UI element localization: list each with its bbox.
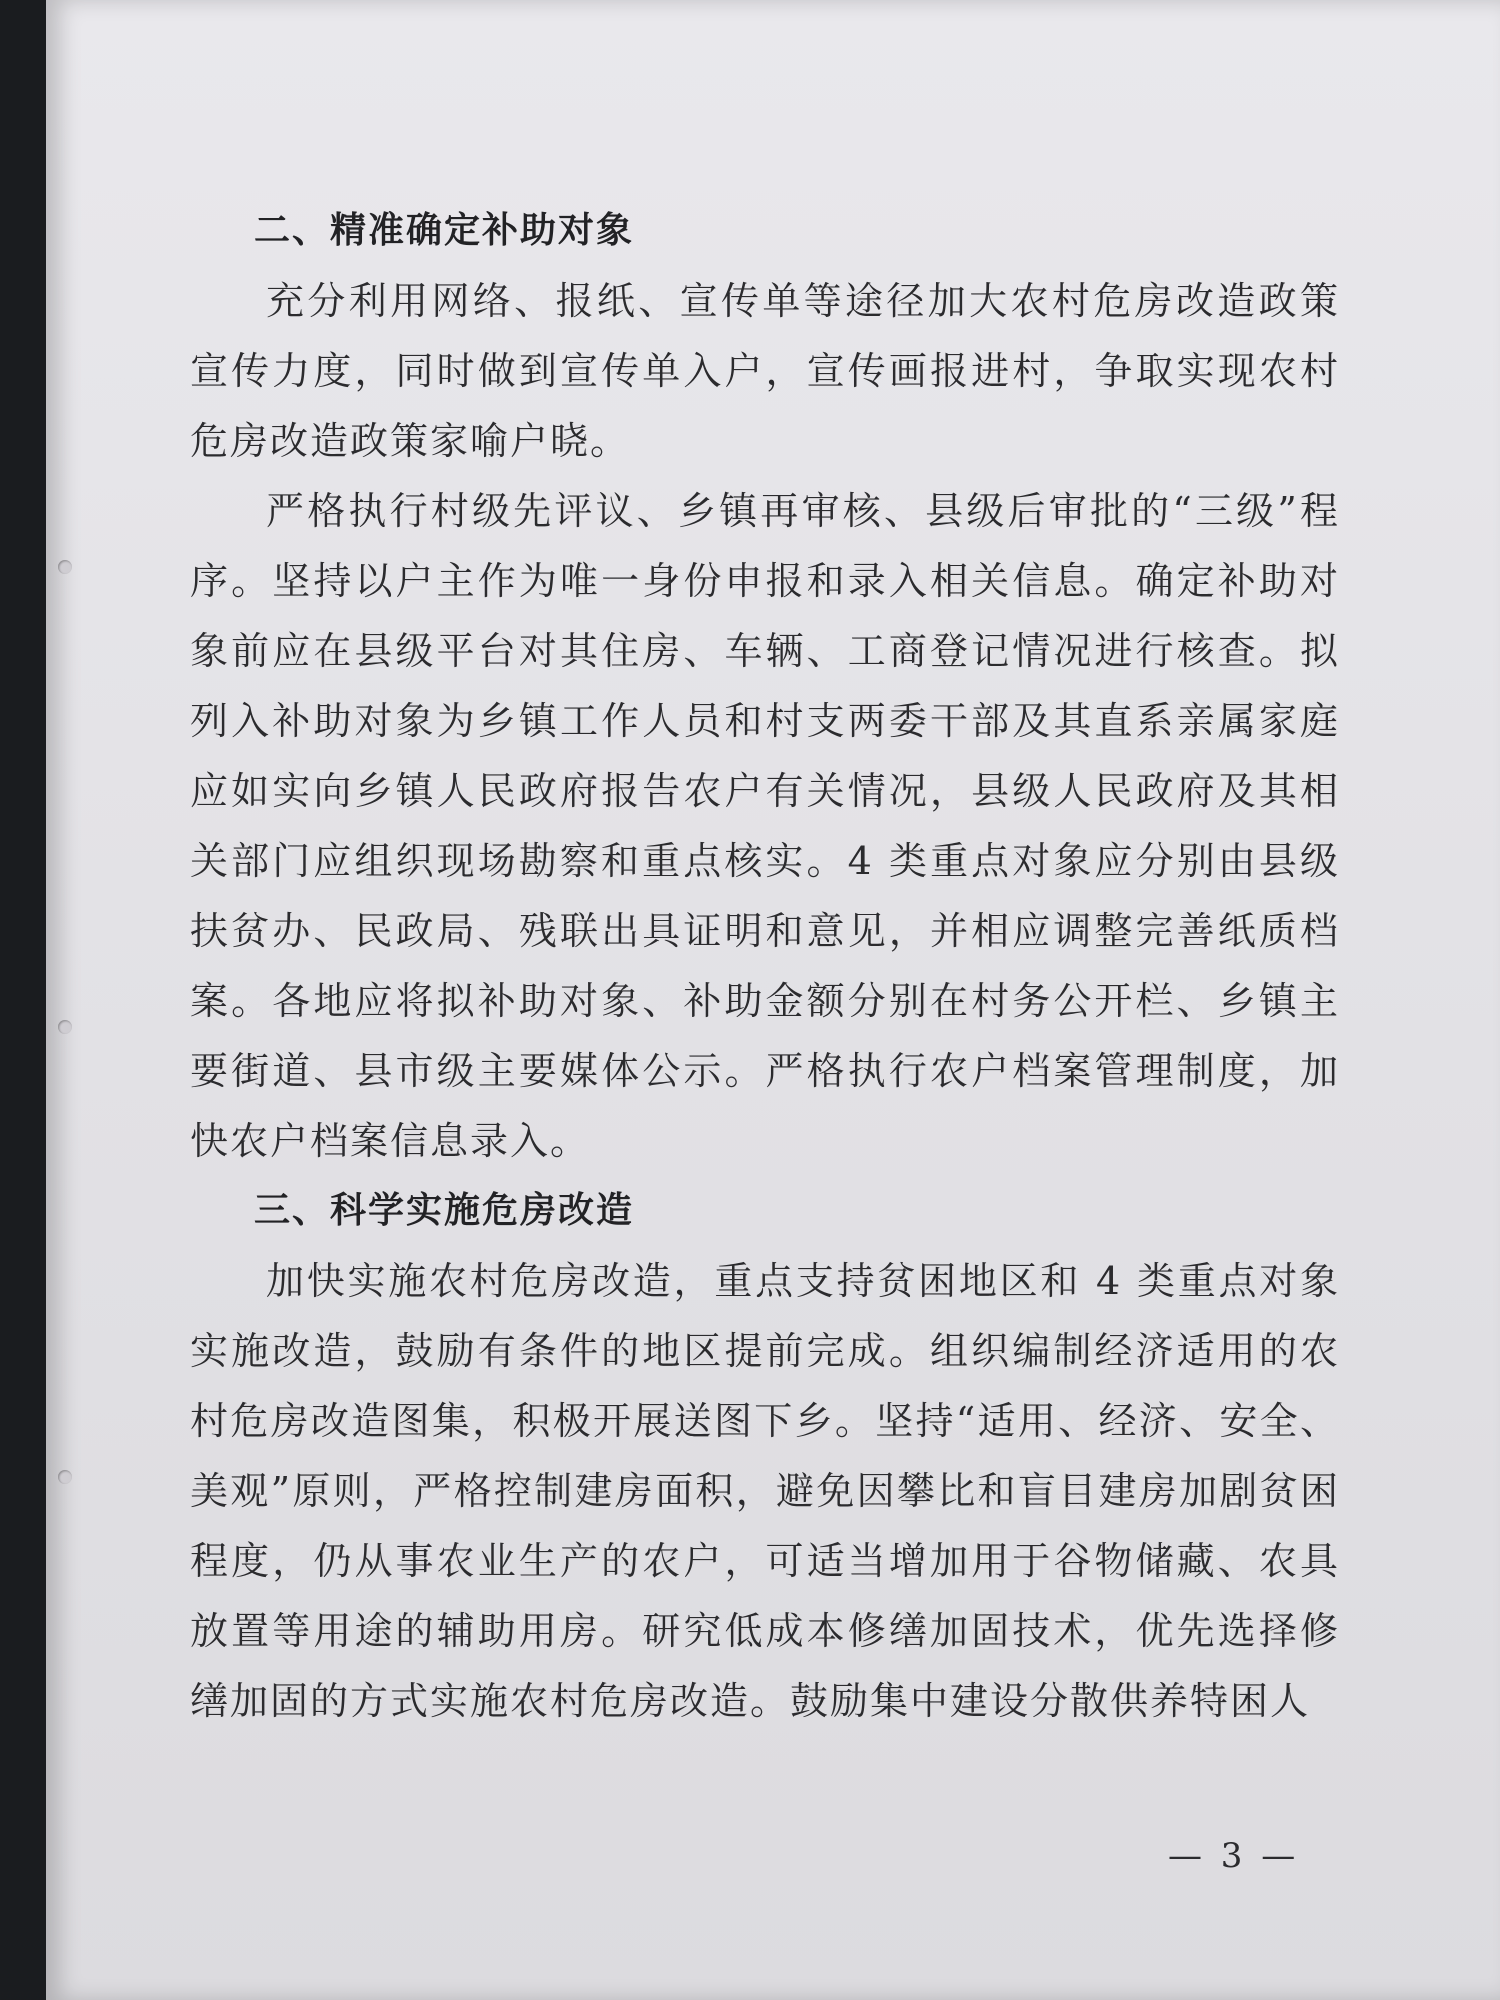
section-heading: 三、科学实施危房改造 [254,1190,635,1231]
page-number: — 3 — [1168,1836,1300,1876]
binding-hole [58,1470,72,1484]
section-3 [190,1176,1340,1736]
binding-hole [58,560,72,574]
paragraph: 严格执行村级先评议、乡镇再审核、县级后审批的“三级”程序。坚持以户主作为唯一身份申报和录入相关信息。确定补助对象前应在县级平台对其住房、车辆、工商登记情况进行核查。拟列入补助对象为乡镇工作人员和村支两委干部及其直系亲属家庭应如实向乡镇人民政府报告农户有关情况，县级人民政府及其相关部门应组织现场勘察和重点核实。4 类重点对象应分别由县级扶贫办、民政局、残联出具证明和意见，并相应调整完善纸质档案。各地应将拟补助对象、补助金额分别在村务公开栏、乡镇主要街道、县市级主要媒体公示。严格执行农户档案管理制度，加快农户档案信息录入。 [190,489,1340,1163]
section-2 [190,196,1340,1176]
binding-hole [58,1020,72,1034]
paragraph: 充分利用网络、报纸、宣传单等途径加大农村危房改造政策宣传力度，同时做到宣传单入户，宣传画报进村，争取实现农村危房改造政策家喻户晓。 [190,279,1340,463]
document-body [190,196,1340,1736]
section-heading: 二、精准确定补助对象 [254,210,635,251]
paragraph: 加快实施农村危房改造，重点支持贫困地区和 4 类重点对象实施改造，鼓励有条件的地区提前完成。组织编制经济适用的农村危房改造图集，积极开展送图下乡。坚持“适用、经济、安全、美观”原则，严格控制建房面积，避免因攀比和盲目建房加剧贫困程度，仍从事农业生产的农户，可适当增加用于谷物储藏、农具放置等用途的辅助用房。研究低成本修缮加固技术，优先选择修缮加固的方式实施农村危房改造。鼓励集中建设分散供养特困人 [190,1259,1340,1723]
